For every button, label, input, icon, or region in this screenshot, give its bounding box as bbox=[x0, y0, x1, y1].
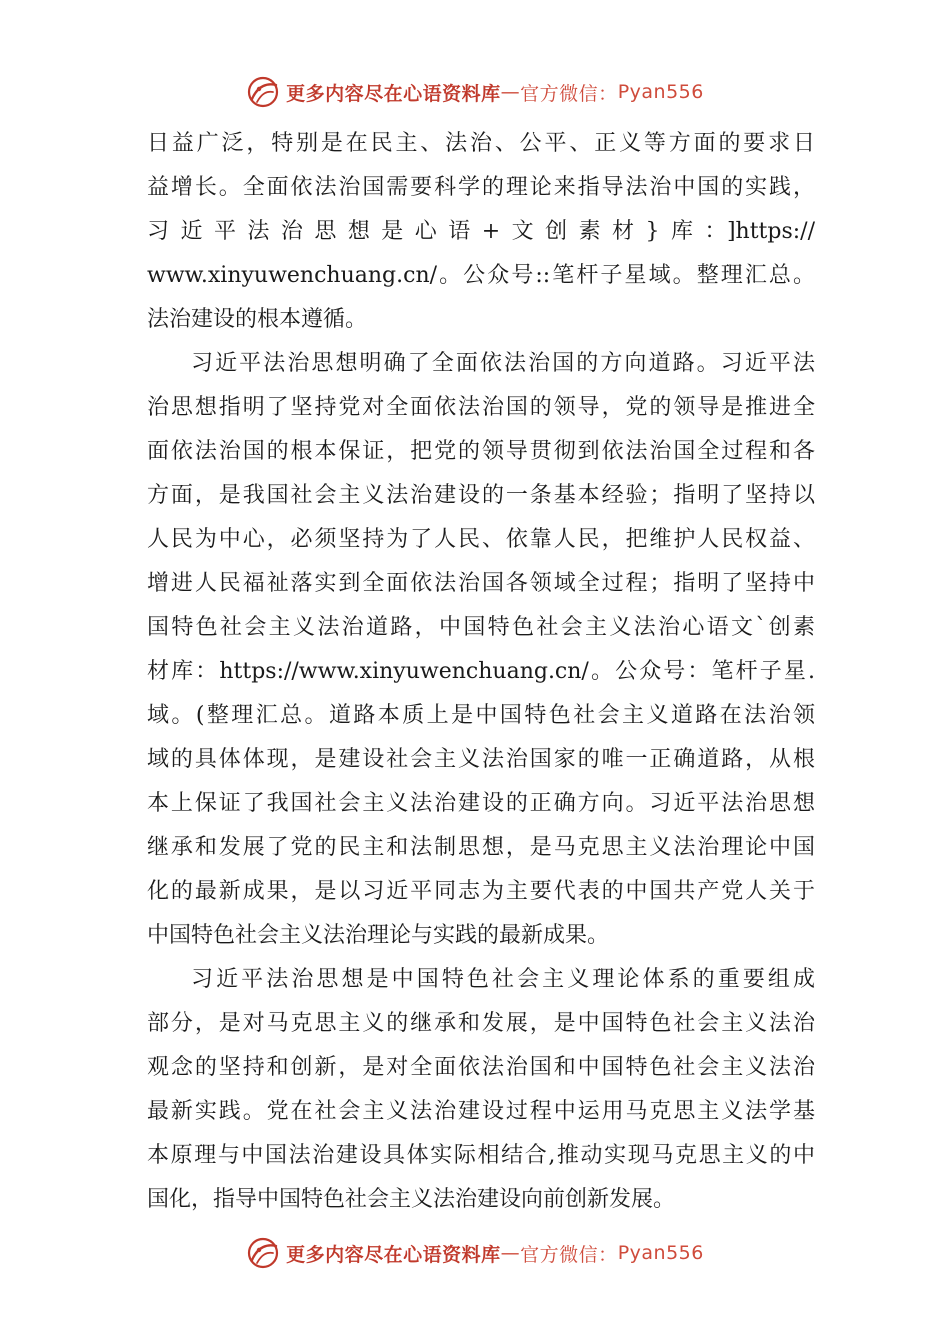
text-line: 观念的坚持和创新，是对全面依法治国和中国特色社会主义法治 bbox=[147, 1055, 815, 1080]
text-line: 中国特色社会主义法治理论与实践的最新成果。 bbox=[147, 923, 610, 948]
text-line: 增进人民福祉落实到全面依法治国各领域全过程；指明了坚持中 bbox=[147, 571, 815, 596]
document-body bbox=[147, 122, 815, 1222]
text-line: 本上保证了我国社会主义法治建设的正确方向。习近平法治思想 bbox=[147, 791, 815, 816]
text-line: 继承和发展了党的民主和法制思想，是马克思主义法治理论中国 bbox=[147, 835, 815, 860]
text-line: 国特色社会主义法治道路，中国特色社会主义法治心语文`创素 bbox=[147, 615, 815, 640]
text-line: 本原理与中国法治建设具体实际相结合,推动实现马克思主义的中 bbox=[147, 1143, 815, 1168]
banner-dash: — bbox=[500, 81, 521, 103]
logo-icon bbox=[246, 1236, 280, 1270]
logo-icon bbox=[246, 75, 280, 109]
text-line: 治思想指明了坚持党对全面依法治国的领导，党的领导是推进全 bbox=[147, 395, 815, 420]
text-line: 面依法治国的根本保证，把党的领导贯彻到依法治国全过程和各 bbox=[147, 439, 815, 464]
text-line: 部分，是对马克思主义的继承和发展，是中国特色社会主义法治 bbox=[147, 1011, 815, 1036]
banner-main-text: 更多内容尽在心语资料库 bbox=[286, 82, 501, 105]
text-line: 域。(整理汇总。道路本质上是中国特色社会主义道路在法治领 bbox=[147, 703, 815, 728]
paragraph-2 bbox=[147, 342, 815, 958]
text-line: 益增长。全面依法治国需要科学的理论来指导法治中国的实践， bbox=[147, 175, 815, 200]
text-line: 法治建设的根本遵循。 bbox=[147, 307, 368, 332]
text-line: 最新实践。党在社会主义法治建设过程中运用马克思主义法学基 bbox=[147, 1099, 815, 1124]
text-line: 人民为中心，必须坚持为了人民、依靠人民，把维护人民权益、 bbox=[147, 527, 815, 552]
text-line: 方面，是我国社会主义法治建设的一条基本经验；指明了坚持以 bbox=[147, 483, 815, 508]
text-line: www.xinyuwenchuang.cn/。公众号::笔杆子星域。整理汇总。 bbox=[147, 263, 815, 288]
text-line: 习近平法治思想是心语+文创素材}库：]https:// bbox=[147, 219, 815, 244]
banner-dash: — bbox=[500, 1242, 521, 1264]
banner-sub-text: 官方微信： bbox=[520, 82, 618, 105]
header-banner bbox=[0, 72, 950, 112]
text-line: 日益广泛，特别是在民主、法治、公平、正义等方面的要求日 bbox=[147, 131, 815, 156]
text-line: 习近平法治思想是中国特色社会主义理论体系的重要组成 bbox=[191, 967, 815, 992]
banner-wechat-id: Pyan556 bbox=[617, 81, 704, 103]
banner-main-text: 更多内容尽在心语资料库 bbox=[286, 1243, 501, 1266]
paragraph-3 bbox=[147, 958, 815, 1222]
text-line: 化的最新成果，是以习近平同志为主要代表的中国共产党人关于 bbox=[147, 879, 815, 904]
text-line: 域的具体体现，是建设社会主义法治国家的唯一正确道路，从根 bbox=[147, 747, 815, 772]
banner-wechat-id: Pyan556 bbox=[617, 1242, 704, 1264]
text-line: 国化，指导中国特色社会主义法治建设向前创新发展。 bbox=[147, 1187, 676, 1212]
text-line: 材库：https://www.xinyuwenchuang.cn/。公众号：笔杆子星. bbox=[147, 659, 815, 684]
paragraph-1 bbox=[147, 122, 815, 342]
text-line: 习近平法治思想明确了全面依法治国的方向道路。习近平法 bbox=[191, 351, 815, 376]
banner-sub-text: 官方微信： bbox=[520, 1243, 618, 1266]
footer-banner bbox=[0, 1233, 950, 1273]
